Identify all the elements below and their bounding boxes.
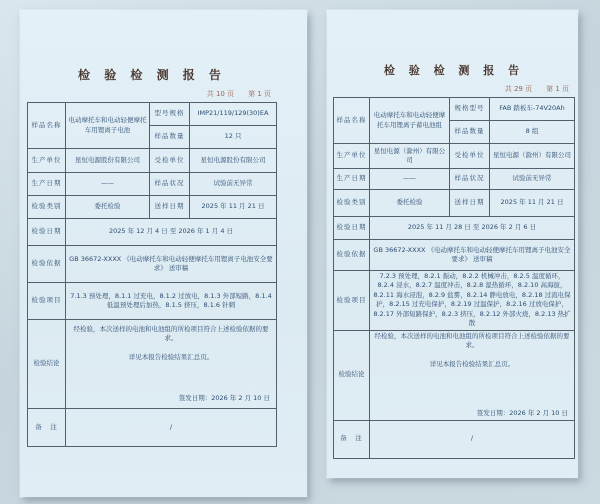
inspection-date-value: 2025 年 11 月 28 日 至 2026 年 2 月 6 日 xyxy=(370,217,575,240)
manufacturer-value: 星恒电源（滁州）有限公司 xyxy=(370,144,450,169)
items-label: 检验项目 xyxy=(28,283,66,320)
report-table xyxy=(333,97,575,459)
report-title: 检 验 检 测 报 告 xyxy=(383,64,525,77)
page-count-info: 共 10 页 第 1 页 xyxy=(206,90,271,98)
quantity-value: 12 只 xyxy=(190,126,277,149)
remark-label: 备 注 xyxy=(28,409,66,447)
report-page-left xyxy=(20,10,307,497)
production-date-label: 生产日期 xyxy=(334,169,370,190)
conclusion-text-line1: 经检验，本次送样的电池和电池组的所检项目符合上述检验依据的要求。 xyxy=(374,331,570,350)
conclusion-cell xyxy=(370,330,575,420)
delivery-date-label: 送样日期 xyxy=(150,196,190,219)
production-date-value: —— xyxy=(370,169,450,190)
basis-label: 检验依据 xyxy=(28,246,66,283)
model-value: IMP21/119/129(30)EA xyxy=(190,103,277,126)
production-date-label: 生产日期 xyxy=(28,173,66,196)
manufacturer-label: 生产单位 xyxy=(334,144,370,169)
remark-value: / xyxy=(66,409,277,447)
inspection-date-value: 2025 年 12 月 4 日 至 2026 年 1 月 4 日 xyxy=(66,219,277,246)
model-label: 型号规格 xyxy=(150,103,190,126)
inspected-unit-label: 受检单位 xyxy=(150,149,190,173)
manufacturer-label: 生产单位 xyxy=(28,149,66,173)
inspection-category-value: 委托检验 xyxy=(370,190,450,217)
model-value: FAB 踏板车-74V20Ah xyxy=(490,98,575,121)
sample-name-value: 电动摩托车和电动轻便摩托车用锂离子电池 xyxy=(66,103,150,149)
conclusion-text-line2: 详见本报告检验结果汇总页。 xyxy=(429,359,515,368)
quantity-label: 样品数量 xyxy=(450,121,490,144)
quantity-value: 8 组 xyxy=(490,121,575,144)
inspected-unit-label: 受检单位 xyxy=(450,144,490,169)
items-value: 7.2.3 预处理，8.2.1 振动，8.2.2 机械冲击，8.2.5 温度循环，8.2.4 浸水，8.2.7 温度冲击，8.2.8 湿热循环，8.2.10 高海拔，8.2.11 海水浸泡，8.2.9 盐雾，8.2.14 静电放电，8.2.18 过流电保护，8.2.15 过充电保护，8.2.19 过温保护，8.2.16 过放电保护，8.2.17 外部短路保护，8.2.3 挤压，8.2.12 外部火烧，8.2.13 热扩散 xyxy=(370,271,575,331)
conclusion-text-line1: 经检验，本次送样的电池和电池组的所检项目符合上述检验依据的要求。 xyxy=(73,324,269,343)
inspection-date-label: 检验日期 xyxy=(334,217,370,240)
quantity-label: 样品数量 xyxy=(150,126,190,149)
inspected-unit-value: 星恒电源股份有限公司 xyxy=(190,149,277,173)
sample-name-label: 样品名称 xyxy=(28,103,66,149)
basis-label: 检验依据 xyxy=(334,240,370,271)
sample-condition-label: 样品状况 xyxy=(150,173,190,196)
basis-value: GB 36672-XXXX 《电动摩托车和电动轻便摩托车用锂离子电池安全要求》 送审稿 xyxy=(370,240,575,271)
sign-date: 签发日期：2026 年 2 月 10 日 xyxy=(178,393,270,402)
remark-value: / xyxy=(370,420,575,458)
report-page-right xyxy=(327,10,578,478)
inspection-category-label: 检验类别 xyxy=(28,196,66,219)
report-title: 检 验 检 测 报 告 xyxy=(78,68,226,82)
sample-condition-value: 试验前无异常 xyxy=(490,169,575,190)
items-value: 7.1.3 预处理，8.1.1 过充电，8.1.2 过放电，8.1.3 外部短路，8.1.4 低温预处理后加热，8.1.5 挤压，8.1.6 针刺 xyxy=(66,283,277,320)
conclusion-label: 检验结论 xyxy=(28,320,66,409)
sample-name-value: 电动摩托车和电动轻便摩托车用锂离子蓄电池组 xyxy=(370,98,450,144)
conclusion-text-line2: 详见本报告检验结果汇总页。 xyxy=(128,352,214,361)
conclusion-label: 检验结论 xyxy=(334,330,370,420)
delivery-date-value: 2025 年 11 月 21 日 xyxy=(190,196,277,219)
basis-value: GB 36672-XXXX 《电动摩托车和电动轻便摩托车用锂离子电池安全要求》 送审稿 xyxy=(66,246,277,283)
sample-condition-value: 试验前无异常 xyxy=(190,173,277,196)
sample-condition-label: 样品状况 xyxy=(450,169,490,190)
inspection-category-value: 委托检验 xyxy=(66,196,150,219)
items-label: 检验项目 xyxy=(334,271,370,331)
inspected-unit-value: 星恒电源（滁州）有限公司 xyxy=(490,144,575,169)
sample-name-label: 样品名称 xyxy=(334,98,370,144)
inspection-category-label: 检验类别 xyxy=(334,190,370,217)
report-table xyxy=(27,102,277,447)
page-count-info: 共 29 页 第 1 页 xyxy=(504,85,569,93)
production-date-value: —— xyxy=(66,173,150,196)
remark-label: 备 注 xyxy=(334,420,370,458)
manufacturer-value: 星恒电源股份有限公司 xyxy=(66,149,150,173)
conclusion-cell xyxy=(66,320,277,409)
delivery-date-label: 送样日期 xyxy=(450,190,490,217)
model-label: 规格型号 xyxy=(450,98,490,121)
inspection-date-label: 检验日期 xyxy=(28,219,66,246)
delivery-date-value: 2025 年 11 月 21 日 xyxy=(490,190,575,217)
sign-date: 签发日期：2026 年 2 月 10 日 xyxy=(476,408,568,417)
